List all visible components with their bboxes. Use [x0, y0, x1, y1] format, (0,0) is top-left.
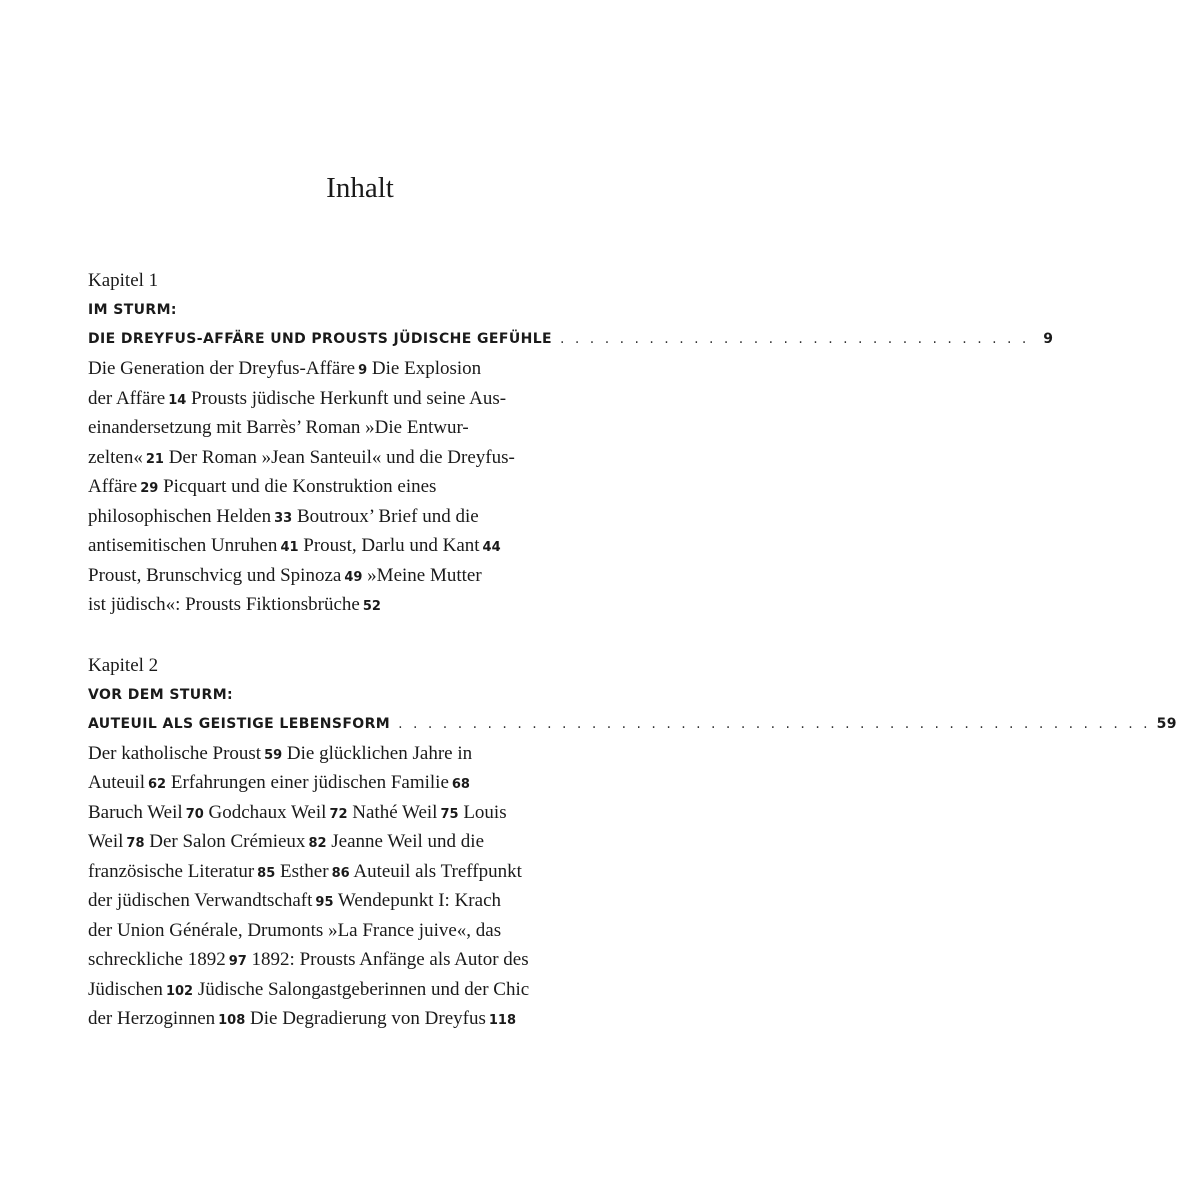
entry-page-number: 9 — [358, 363, 368, 378]
entry-text: einandersetzung mit Barrès’ Roman »Die Entwur- — [88, 417, 469, 438]
entry-text: Die glücklichen Jahre in — [282, 742, 473, 764]
entry-line — [88, 916, 566, 946]
entry-page-number: 49 — [344, 569, 363, 585]
entry-line — [88, 531, 566, 561]
entry-line — [88, 443, 566, 473]
leader-dots: . . . . . . . . . . . . . . . . . . . . . . . . . . . . . . . . . . . . . . . . . . . . . . . . . . . — [398, 715, 1151, 732]
entry-page-number: 44 — [482, 540, 501, 555]
entry-text: Der katholische Proust — [88, 742, 262, 764]
entry-line — [88, 739, 566, 769]
entry-text: 1892: Prousts Anfänge als Autor des — [246, 949, 529, 970]
entry-page-number: 97 — [228, 954, 247, 969]
chapter-label: Kapitel 1 — [88, 270, 159, 291]
chapter-page-number: 9 — [1043, 331, 1054, 347]
entry-text: Godchaux Weil — [203, 801, 327, 823]
chapter-entries — [88, 354, 566, 620]
entry-text: Baruch Weil — [88, 801, 183, 823]
entry-line — [88, 502, 566, 532]
entry-page-number: 75 — [440, 806, 459, 822]
entry-line — [88, 798, 566, 828]
entry-text: philosophischen Helden — [88, 505, 272, 527]
entry-text: Affäre — [88, 476, 138, 497]
chapter-page-number: 59 — [1156, 715, 1177, 732]
entry-line — [88, 413, 566, 443]
entry-text: Jeanne Weil und die — [326, 831, 484, 852]
entry-text: Der Roman »Jean Santeuil« und die Dreyfus- — [163, 446, 515, 468]
page-title: Inhalt — [326, 172, 394, 204]
table-of-contents — [88, 265, 1177, 1034]
chapter-heading-text: AUTEUIL ALS GEISTIGE LEBENSFORM — [88, 715, 391, 732]
entry-line — [88, 590, 566, 620]
entry-text: Picquart und die Konstruktion eines — [158, 476, 437, 497]
entry-text: der Herzoginnen — [88, 1008, 216, 1029]
entry-page-number: 86 — [331, 865, 350, 881]
chapter-entries — [88, 739, 566, 1034]
entry-page-number: 41 — [280, 540, 299, 555]
chapter-label: Kapitel 2 — [88, 654, 159, 676]
entry-text: ist jüdisch«: Prousts Fiktionsbrüche — [88, 594, 360, 615]
entry-page-number: 68 — [451, 777, 470, 792]
entry-line — [88, 561, 566, 591]
entry-line — [88, 827, 566, 857]
entry-page-number: 85 — [257, 865, 276, 881]
chapter-2 — [88, 650, 1177, 1034]
entry-page-number: 82 — [308, 836, 327, 851]
entry-page-number: 95 — [315, 895, 334, 910]
chapter-heading-line-2 — [88, 710, 1177, 739]
entry-page-number: 102 — [165, 983, 194, 999]
entry-text: Wendepunkt I: Krach — [333, 890, 501, 911]
entry-text: antisemitischen Unruhen — [88, 535, 278, 556]
entry-text: Die Explosion — [367, 358, 482, 379]
entry-page-number: 52 — [362, 599, 381, 614]
entry-text: Die Degradierung von Dreyfus — [245, 1008, 486, 1029]
entry-text: Jüdischen — [88, 978, 163, 1000]
entry-text: Weil — [88, 831, 124, 852]
entry-page-number: 78 — [126, 836, 145, 851]
entry-text: französische Literatur — [88, 860, 255, 882]
entry-line — [88, 384, 566, 414]
chapter-heading-text: DIE DREYFUS-AFFÄRE UND PROUSTS JÜDISCHE GEFÜHLE — [88, 331, 552, 347]
entry-line — [88, 945, 566, 975]
entry-line — [88, 857, 566, 887]
entry-page-number: 21 — [145, 451, 164, 467]
entry-text: Louis — [458, 801, 507, 823]
entry-page-number: 29 — [140, 481, 159, 496]
entry-page-number: 118 — [488, 1013, 517, 1028]
entry-page-number: 33 — [274, 510, 293, 526]
entry-text: der Union Générale, Drumonts »La France juive«, das — [88, 919, 502, 941]
entry-text: der Affäre — [88, 387, 166, 409]
entry-text: Prousts jüdische Herkunft und seine Aus- — [186, 387, 507, 409]
entry-text: Proust, Brunschvicg und Spinoza — [88, 564, 342, 586]
entry-text: Jüdische Salongastgeberinnen und der Chic — [193, 978, 530, 1000]
entry-text: Esther — [275, 860, 329, 882]
entry-text: Erfahrungen einer jüdischen Familie — [166, 772, 449, 793]
chapter-1 — [88, 265, 1054, 620]
entry-text: Die Generation der Dreyfus-Affäre — [88, 358, 356, 379]
chapter-heading-line-1: IM STURM: — [88, 302, 177, 318]
entry-page-number: 70 — [185, 806, 204, 822]
entry-text: zelten« — [88, 446, 143, 468]
entry-page-number: 108 — [218, 1013, 246, 1028]
entry-page-number: 72 — [329, 806, 348, 822]
entry-line — [88, 1004, 566, 1034]
entry-line — [88, 975, 566, 1005]
entry-text: Boutroux’ Brief und die — [292, 505, 479, 527]
chapter-heading-line-2 — [88, 325, 1054, 354]
entry-text: Proust, Darlu und Kant — [298, 535, 480, 556]
entry-line — [88, 886, 566, 916]
entry-text: schreckliche 1892 — [88, 949, 226, 970]
entry-line — [88, 472, 566, 502]
entry-text: der jüdischen Verwandtschaft — [88, 890, 313, 911]
leader-dots: . . . . . . . . . . . . . . . . . . . . . . . . . . . . . . . . — [560, 331, 1030, 347]
entry-page-number: 14 — [168, 392, 187, 408]
entry-page-number: 59 — [264, 747, 283, 763]
entry-text: Auteuil — [88, 772, 145, 793]
entry-line — [88, 354, 566, 384]
entry-text: Nathé Weil — [347, 801, 438, 823]
entry-text: Auteuil als Treffpunkt — [349, 860, 522, 882]
entry-page-number: 62 — [148, 777, 167, 792]
entry-text: Der Salon Crémieux — [144, 831, 306, 852]
entry-text: »Meine Mutter — [362, 564, 482, 586]
chapter-heading-line-1: VOR DEM STURM: — [88, 686, 234, 703]
entry-line — [88, 768, 566, 798]
